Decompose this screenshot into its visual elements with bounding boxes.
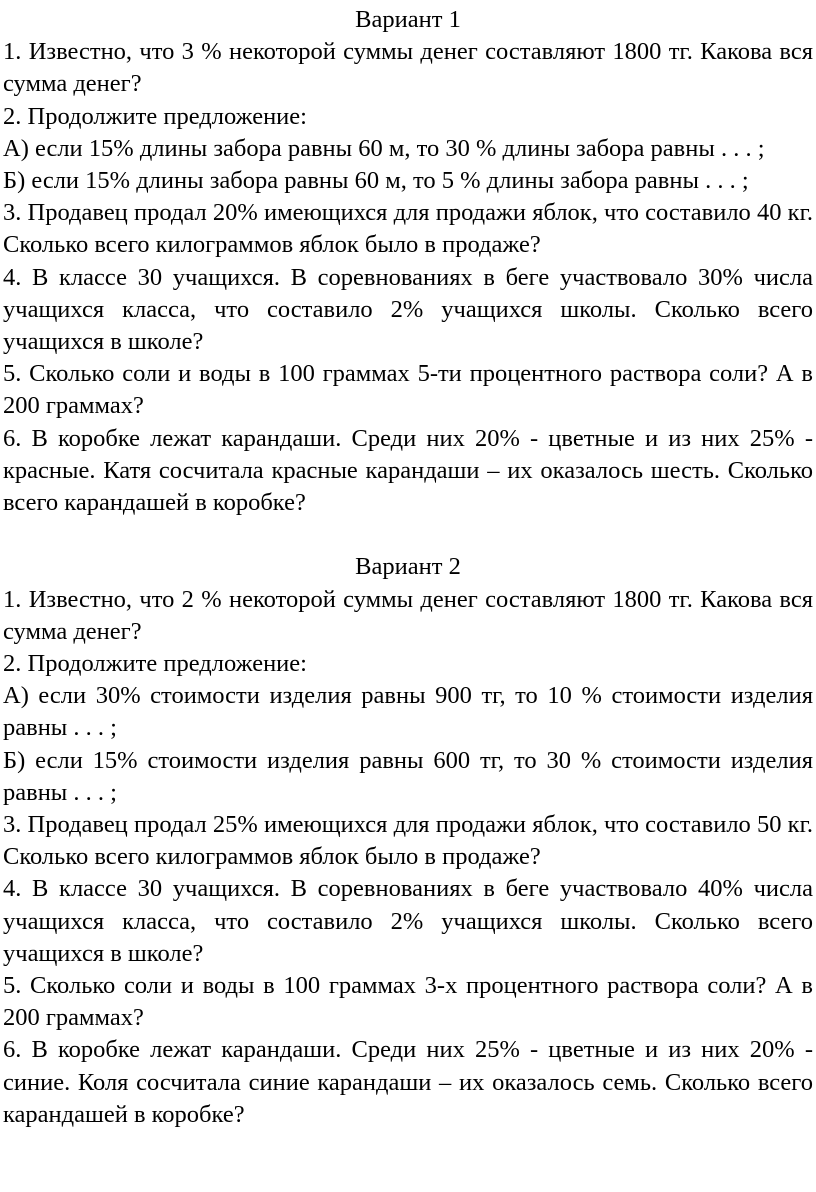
- v2-task-6: 6. В коробке лежат карандаши. Среди них 25% - цветные и из них 20% - синие. Коля сосчитала синие карандаши – их оказалось семь. Сколько всего карандашей в коробке?: [3, 1036, 813, 1128]
- v2-task-2b: Б) если 15% стоимости изделия равны 600 тг, то 30 % стоимости изделия равны . . . ;: [3, 746, 813, 806]
- v1-task-4: 4. В классе 30 учащихся. В соревнованиях в беге участвовало 30% числа учащихся класса, что составило 2% учащихся школы. Сколько всего учащихся в школе?: [3, 263, 813, 356]
- variant-2-heading: Вариант 2: [355, 553, 461, 581]
- v2-task-1: 1. Известно, что 2 % некоторой суммы денег составляют 1800 тг. Какова вся сумма денег?: [3, 585, 813, 645]
- variant-2-section: [3, 551, 813, 1131]
- v2-task-4: 4. В классе 30 учащихся. В соревнованиях в беге участвовало 40% числа учащихся класса, что составило 2% учащихся школы. Сколько всего учащихся в школе?: [3, 875, 813, 967]
- section-spacer: [3, 519, 813, 551]
- document-page: [3, 4, 813, 1131]
- variant-1-heading: Вариант 1: [355, 6, 461, 33]
- v2-task-2a: А) если 30% стоимости изделия равны 900 тг, то 10 % стоимости изделия равны . . . ;: [3, 682, 813, 742]
- v2-task-5: 5. Сколько соли и воды в 100 граммах 3-х процентного раствора соли? А в 200 граммах?: [3, 972, 813, 1032]
- v1-task-6: 6. В коробке лежат карандаши. Среди них 20% - цветные и из них 25% - красные. Катя сосчитала красные карандаши – их оказалось шесть. Сколько всего карандашей в коробке?: [3, 424, 813, 517]
- v1-task-2b: Б) если 15% длины забора равны 60 м, то 5 % длины забора равны . . . ;: [3, 167, 749, 195]
- v2-task-3: 3. Продавец продал 25% имеющихся для продажи яблок, что составило 50 кг. Сколько всего килограммов яблок было в продаже?: [3, 811, 813, 871]
- v1-task-1: 1. Известно, что 3 % некоторой суммы денег составляют 1800 тг. Какова вся сумма денег?: [3, 38, 813, 98]
- v1-task-2: 2. Продолжите предложение:: [3, 102, 307, 130]
- v2-task-2: 2. Продолжите предложение:: [3, 650, 307, 678]
- v1-task-2a: А) если 15% длины забора равны 60 м, то 30 % длины забора равны . . . ;: [3, 134, 765, 162]
- variant-1-section: [3, 4, 813, 519]
- v1-task-5: 5. Сколько соли и воды в 100 граммах 5-ти процентного раствора соли? А в 200 граммах?: [3, 360, 813, 420]
- v1-task-3: 3. Продавец продал 20% имеющихся для продажи яблок, что составило 40 кг. Сколько всего килограммов яблок было в продаже?: [3, 199, 813, 259]
